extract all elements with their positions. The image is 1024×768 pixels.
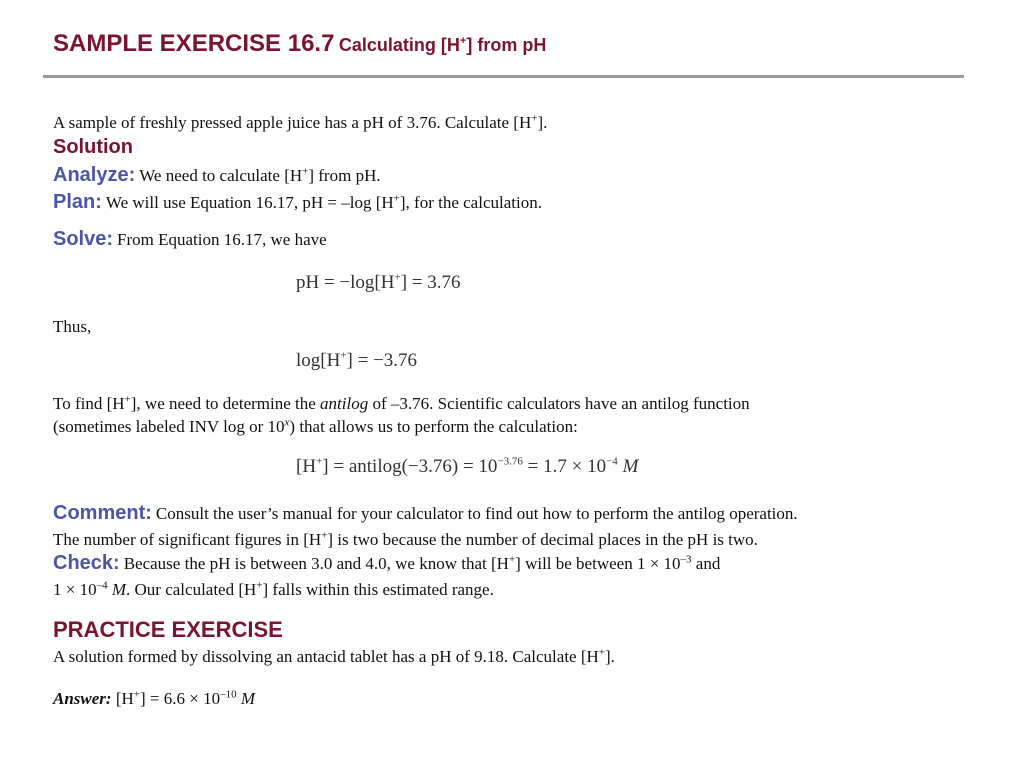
subtitle-sup: +	[459, 35, 467, 47]
answer-sup2: –10	[220, 688, 237, 701]
check-line-2	[53, 579, 494, 600]
eq1-sup: +	[394, 271, 401, 284]
check-l2-sup: –4	[96, 579, 108, 592]
check-l2-b: . Our calculated [H	[126, 580, 257, 599]
comment-l2-a: The number of significant figures in [H	[53, 530, 322, 549]
subtitle-text-b: ] from pH	[466, 35, 547, 55]
analyze-sup: +	[302, 165, 309, 178]
exercise-number: SAMPLE EXERCISE 16.7	[53, 30, 335, 57]
plan-text-a: We will use Equation 16.17, pH = –log [H	[105, 193, 394, 212]
title-divider	[43, 75, 964, 78]
antilog-paragraph-line-2	[53, 416, 578, 437]
check-l1-sup: +	[508, 553, 516, 566]
eq2-sup: +	[340, 349, 347, 362]
antilog-l2-b: ) that allows us to perform the calculation:	[289, 417, 578, 436]
answer-text-b: ] = 6.6 × 10	[140, 689, 221, 708]
problem-sup: +	[531, 112, 538, 125]
answer-unit: M	[236, 689, 256, 708]
check-l2-unit: M	[107, 580, 127, 599]
problem-statement	[53, 112, 547, 133]
plan-line	[53, 191, 542, 214]
problem-text-a: A sample of freshly pressed apple juice has a pH of 3.76. Calculate [H	[53, 113, 532, 132]
eq3-sup1: +	[316, 455, 323, 468]
thus-text: Thus,	[53, 317, 92, 336]
analyze-text-b: ] from pH.	[308, 166, 381, 185]
practice-text-b: ].	[605, 647, 615, 666]
eq3-text-b: ] = antilog(−3.76) = 10	[322, 456, 498, 477]
eq3-text-a: [H	[296, 456, 317, 477]
exercise-subtitle	[339, 35, 546, 55]
antilog-l1-a: To find [H	[53, 394, 125, 413]
answer-label: Answer:	[53, 689, 112, 708]
eq3-unit: M	[617, 456, 639, 477]
answer-line	[53, 688, 255, 709]
antilog-l2-a: (sometimes labeled INV log or 10	[53, 417, 285, 436]
solve-label: Solve:	[53, 228, 114, 250]
plan-text-b: ], for the calculation.	[399, 193, 542, 212]
eq3-sup2: −3.76	[497, 455, 523, 468]
check-l1-c: and	[691, 554, 721, 573]
answer-sup: +	[133, 688, 140, 701]
check-l1-sup2: –3	[680, 553, 692, 566]
eq1-text-a: pH = −log[H	[296, 272, 395, 293]
check-label: Check:	[53, 552, 120, 574]
check-line-1	[53, 552, 720, 575]
solution-heading: Solution	[53, 136, 133, 158]
practice-text-a: A solution formed by dissolving an antacid tablet has a pH of 9.18. Calculate [H	[53, 647, 599, 666]
check-l2-c: ] falls within this estimated range.	[262, 580, 494, 599]
solve-line	[53, 228, 327, 251]
answer-text-a: [H	[111, 689, 134, 708]
antilog-term: antilog	[320, 394, 369, 413]
comment-l2-sup: +	[321, 529, 328, 542]
analyze-line	[53, 164, 381, 187]
antilog-l1-sup: +	[124, 393, 131, 406]
antilog-l2-sup: x	[284, 416, 290, 429]
practice-heading: PRACTICE EXERCISE	[53, 617, 283, 642]
check-l2-sup2: +	[256, 579, 263, 592]
analyze-label: Analyze:	[53, 164, 136, 186]
comment-label: Comment:	[53, 502, 152, 524]
equation-log	[296, 350, 417, 372]
eq2-text-a: log[H	[296, 350, 341, 371]
comment-l2-b: ] is two because the number of decimal places in the pH is two.	[327, 530, 758, 549]
analyze-text-a: We need to calculate [H	[139, 166, 303, 185]
page-title	[53, 30, 546, 58]
equation-ph	[296, 272, 461, 294]
practice-sup: +	[598, 646, 605, 659]
antilog-l1-b: ], we need to determine the	[130, 394, 321, 413]
antilog-paragraph-line-1	[53, 393, 750, 414]
eq2-text-b: ] = −3.76	[346, 350, 418, 371]
plan-label: Plan:	[53, 191, 102, 213]
check-l1-b: ] will be between 1 × 10	[515, 554, 681, 573]
antilog-l1-c: of –3.76. Scientific calculators have an antilog function	[368, 394, 750, 413]
comment-line-2	[53, 529, 758, 550]
practice-question	[53, 646, 615, 667]
subtitle-text-a: Calculating [H	[338, 35, 460, 55]
problem-text-b: ].	[537, 113, 548, 132]
check-l1-a: Because the pH is between 3.0 and 4.0, we know that [H	[123, 554, 509, 573]
eq3-text-c: = 1.7 × 10	[522, 456, 607, 477]
comment-line-1	[53, 502, 798, 525]
check-l2-a: 1 × 10	[53, 580, 97, 599]
equation-antilog	[296, 456, 638, 478]
eq3-sup3: −4	[606, 455, 618, 468]
solve-text: From Equation 16.17, we have	[117, 230, 327, 249]
plan-sup: +	[393, 192, 400, 205]
eq1-text-b: ] = 3.76	[400, 272, 461, 293]
comment-text-1: Consult the user’s manual for your calculator to find out how to perform the antilog operation.	[155, 504, 798, 523]
